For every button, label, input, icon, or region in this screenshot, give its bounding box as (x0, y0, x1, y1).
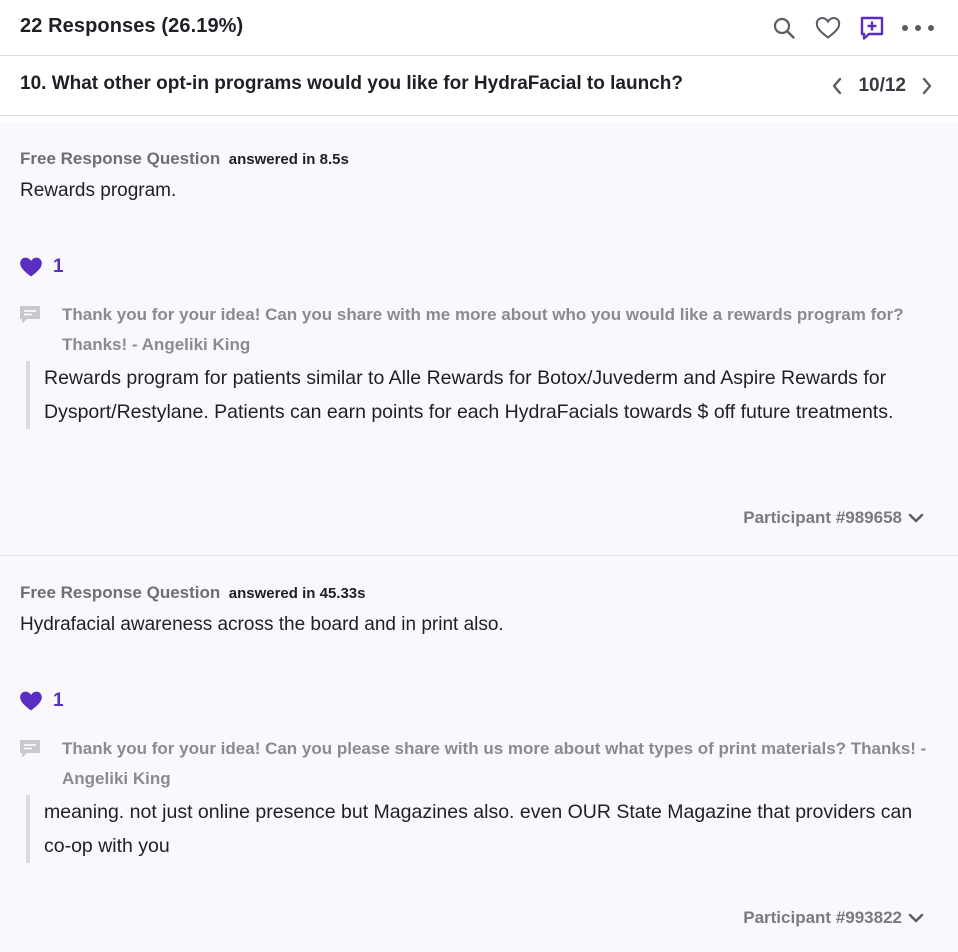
chevron-down-icon (908, 912, 924, 924)
participant-reply: meaning. not just online presence but Magazines also. even OUR State Magazine that providers can co-op with you (26, 795, 926, 863)
response-card (0, 556, 958, 952)
responses-feed (0, 122, 958, 952)
response-answer: Hydrafacial awareness across the board and in print also. (20, 614, 504, 635)
answer-time: answered in 8.5s (228, 151, 349, 168)
comment-icon (19, 739, 41, 764)
participant-toggle[interactable] (743, 508, 924, 528)
question-bar (0, 56, 958, 116)
add-comment-icon[interactable] (856, 12, 888, 44)
participant-toggle[interactable] (743, 908, 924, 928)
participant-reply: Rewards program for patients similar to Alle Rewards for Botox/Juvederm and Aspire Rewards for Dysport/Restylane. Patients can earn points for each HydraFacials towards $ off future treatments. (26, 361, 926, 429)
response-meta (20, 583, 365, 603)
comment-icon (19, 305, 41, 330)
response-meta (20, 149, 349, 169)
response-card (0, 122, 958, 555)
question-type: Free Response Question (20, 583, 221, 602)
search-icon[interactable] (768, 12, 800, 44)
more-icon[interactable] (900, 12, 936, 44)
like-count: 1 (53, 690, 64, 711)
question-type: Free Response Question (20, 149, 221, 168)
participant-id: Participant #993822 (743, 908, 902, 927)
answer-time: answered in 45.33s (228, 585, 366, 602)
moderator-comment: Thank you for your idea! Can you please share with us more about what types of print materials? Thanks! -Angeliki King (62, 739, 927, 788)
top-bar (0, 0, 958, 56)
prev-question-button[interactable] (826, 70, 848, 102)
participant-id: Participant #989658 (743, 508, 902, 527)
question-title: 10. What other opt-in programs would you like for HydraFacial to launch? (20, 73, 683, 94)
heart-icon[interactable] (812, 12, 844, 44)
next-question-button[interactable] (916, 70, 938, 102)
pager-count: 10/12 (858, 75, 906, 96)
response-answer: Rewards program. (20, 180, 177, 201)
like-button[interactable] (19, 256, 64, 278)
responses-title: 22 Responses (26.19%) (20, 15, 244, 37)
chevron-down-icon (908, 512, 924, 524)
heart-filled-icon (19, 256, 43, 278)
question-pager (826, 70, 938, 102)
toolbar-icons (756, 12, 936, 44)
like-button[interactable] (19, 690, 64, 712)
moderator-comment: Thank you for your idea! Can you share with me more about who you would like a rewards program for? Thanks! - Angeliki King (62, 305, 904, 354)
like-count: 1 (53, 256, 64, 277)
heart-filled-icon (19, 690, 43, 712)
